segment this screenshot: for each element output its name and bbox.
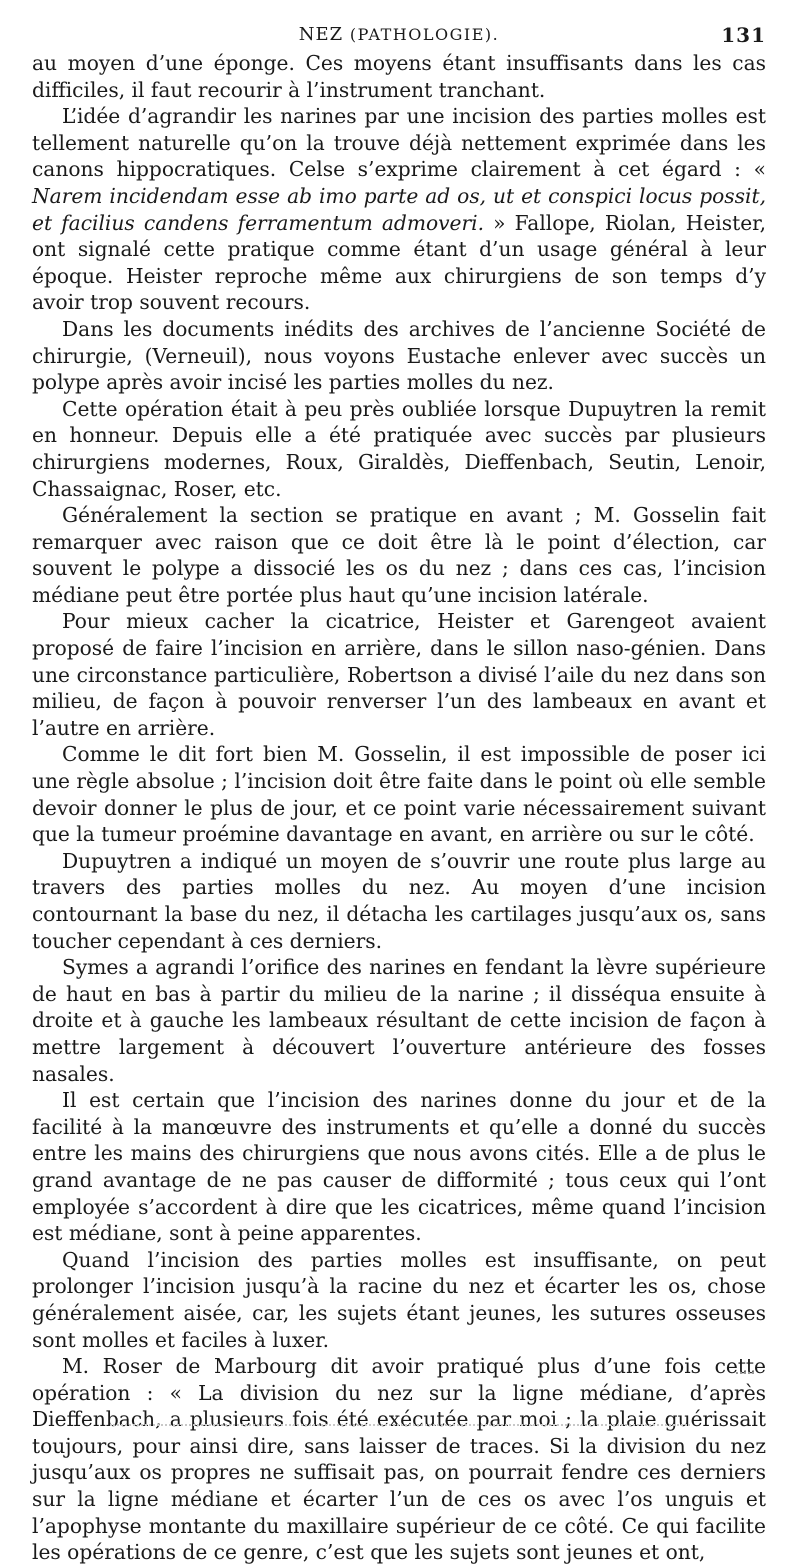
paragraph-text: Il est certain que l’incision des narines donne du jour et de la facilité à la manœuvre des instruments et qu’elle a donné du succès entre les mains des chirurgiens que nous avons cités. Elle a de plus le grand avantage de ne pas causer de difformité ; tous ceux qui l’ont employée s’accordent à dire que les cicatrices, même quand l’incision est médiane, sont à peine apparentes.: [32, 1088, 766, 1246]
paragraph: [32, 954, 766, 1087]
paragraph: [32, 1087, 766, 1247]
paragraph-text: » Fallope, Riolan, Heister, ont signalé cette pratique comme étant d’un usage général à leur époque. Heister reproche même aux chirurgiens de son temps d’y avoir trop souvent recours.: [32, 210, 766, 315]
paragraph: [32, 396, 766, 502]
paragraph: [32, 608, 766, 741]
paragraph-text: Dans les documents inédits des archives de l’ancienne Société de chirurgie, (Verneuil), nous voyons Eustache enlever avec succès un polype après avoir incisé les parties molles du nez.: [32, 316, 766, 395]
running-title: [32, 20, 766, 50]
header-subtitle: (PATHOLOGIE).: [349, 25, 500, 44]
page-number: 131: [721, 23, 766, 47]
paragraph: [32, 848, 766, 954]
bleed-through-marks: [110, 1420, 690, 1426]
paragraph-text: Pour mieux cacher la cicatrice, Heister et Garengeot avaient proposé de faire l’incision en arrière, dans le sillon naso-génien. Dans une circonstance particulière, Robertson a divisé l’aile du nez dans son milieu, de façon à pouvoir renverser l’un des lambeaux en avant et l’autre en arrière.: [32, 609, 766, 740]
paragraph: [32, 1353, 766, 1566]
paragraph: [32, 741, 766, 847]
paragraph: [32, 1247, 766, 1353]
paragraph: [32, 103, 766, 316]
paragraph: [32, 502, 766, 608]
running-header: [32, 20, 766, 50]
paragraph-text: Dupuytren a indiqué un moyen de s’ouvrir une route plus large au travers des parties molles du nez. Au moyen d’une incision contournant la base du nez, il détacha les cartilages jusqu’aux os, sans toucher cependant à ces derniers.: [32, 848, 766, 953]
paragraph-text: Généralement la section se pratique en avant ; M. Gosselin fait remarquer avec raison que ce doit être là le point d’élection, car souvent le polype a dissocié les os du nez ; dans ces cas, l’incision médiane peut être portée plus haut qu’une incision latérale.: [32, 503, 766, 607]
paragraph: [32, 50, 766, 103]
document-page: [32, 20, 766, 1566]
paragraph-text: Cette opération était à peu près oubliée lorsque Dupuytren la remit en honneur. Depuis elle a été pratiquée avec succès par plusieurs chirurgiens modernes, Roux, Giraldès, Dieffenbach, Seutin, Lenoir, Chassaignac, Roser, etc.: [32, 396, 766, 501]
paragraph-text: M. Roser de Marbourg dit avoir pratiqué plus d’une fois cette opération : « La division du nez sur la ligne médiane, d’après Dieffenbach, a plusieurs fois été exécutée par moi ; la plaie guérissait toujours, pour ainsi dire, sans laisser de traces. Si la division du nez jusqu’aux os propres ne suffisait pas, on pourrait fendre ces derniers sur la ligne médiane et écarter l’un de ces os avec l’os unguis et l’apophyse montante du maxillaire supérieur de ce côté. Ce qui facilite les opérations de ce genre, c’est que les sujets sont jeunes et ont,: [32, 1354, 766, 1565]
paragraph: [32, 316, 766, 396]
paragraph-text: L’idée d’agrandir les narines par une incision des parties molles est tellement naturelle qu’on la trouve déjà nettement exprimée dans les canons hippocratiques. Celse s’exprime clairement à cet égard : «: [32, 104, 766, 182]
paragraph-text: Symes a agrandi l’orifice des narines en fendant la lèvre supérieure de haut en bas à partir du milieu de la narine ; il disséqua ensuite à droite et à gauche les lambeaux résultant de cette incision de façon à mettre largement à découvert l’ouverture antérieure des fosses nasales.: [32, 955, 766, 1086]
ink-mark: [736, 1370, 754, 1374]
latin-quotation: Narem incidendam esse ab imo parte ad os, ut et conspici locus possit, et facilius candens ferramentum admoveri.: [32, 183, 766, 235]
header-title: NEZ: [298, 24, 344, 45]
paragraph-text: au moyen d’une éponge. Ces moyens étant insuffisants dans les cas difficiles, il faut recourir à l’instrument tranchant.: [32, 51, 766, 102]
body-text: [32, 50, 766, 1566]
paragraph-text: Comme le dit fort bien M. Gosselin, il est impossible de poser ici une règle absolue ; l’incision doit être faite dans le point où elle semble devoir donner le plus de jour, et ce point varie nécessairement suivant que la tumeur proémine davantage en avant, en arrière ou sur le côté.: [32, 742, 766, 847]
paragraph-text: Quand l’incision des parties molles est insuffisante, on peut prolonger l’incision jusqu’à la racine du nez et écarter les os, chose généralement aisée, car, les sujets étant jeunes, les sutures osseuses sont molles et faciles à luxer.: [32, 1247, 766, 1352]
